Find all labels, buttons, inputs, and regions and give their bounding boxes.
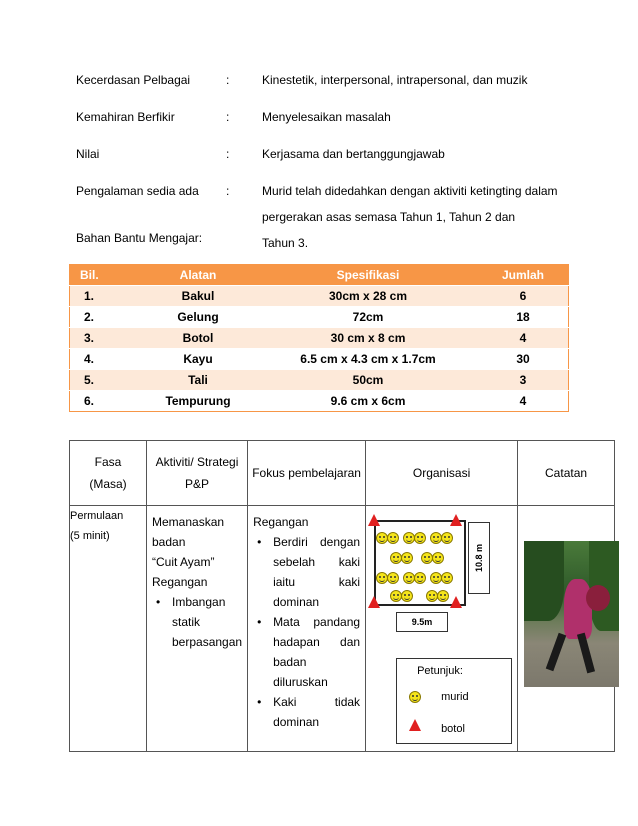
bullet-line: • Berdiri dengan bbox=[273, 535, 361, 549]
header-fasa bbox=[70, 441, 147, 506]
header-fasa-line: (Masa) bbox=[89, 477, 127, 491]
cell-spesifikasi: 30 cm x 8 cm bbox=[258, 328, 478, 349]
cell-alatan: Gelung bbox=[138, 307, 258, 328]
info-value-line: pergerakan asas semasa Tahun 1, Tahun 2 dan bbox=[262, 210, 516, 224]
legend-murid-label: murid bbox=[441, 691, 469, 703]
cell-organisasi bbox=[366, 506, 518, 752]
smiley-icon bbox=[387, 532, 399, 544]
items-table bbox=[69, 264, 569, 412]
header-organisasi: Organisasi bbox=[366, 441, 518, 506]
bullet-line: • Kaki tidak bbox=[273, 695, 361, 709]
height-label bbox=[468, 522, 490, 594]
bullet-line: hadapan dan bbox=[273, 635, 361, 649]
smiley-icon bbox=[401, 590, 413, 602]
info-key: Kemahiran Berfikir bbox=[76, 110, 175, 124]
bullet-line: berpasangan bbox=[172, 635, 243, 649]
plan-header-row bbox=[70, 441, 615, 506]
bullet-line: dominan bbox=[273, 715, 320, 729]
aktiviti-line: Regangan bbox=[152, 575, 208, 589]
info-row-kecerdasan bbox=[76, 70, 576, 91]
fasa-line: Permulaan bbox=[70, 510, 124, 522]
cell-jumlah: 6 bbox=[478, 286, 569, 307]
smiley-icon bbox=[441, 532, 453, 544]
width-label bbox=[396, 612, 448, 632]
smiley-icon bbox=[409, 691, 421, 703]
aktiviti-bullet bbox=[152, 592, 242, 652]
cell-bil: 2. bbox=[70, 307, 139, 328]
info-key: Kecerdasan Pelbagai bbox=[76, 73, 191, 87]
header-catatan: Catatan bbox=[518, 441, 615, 506]
cell-spesifikasi: 30cm x 28 cm bbox=[258, 286, 478, 307]
table-row bbox=[70, 391, 569, 412]
cell-jumlah: 4 bbox=[478, 391, 569, 412]
cell-bil: 5. bbox=[70, 370, 139, 391]
plan-row-permulaan bbox=[70, 506, 615, 752]
cell-spesifikasi: 50cm bbox=[258, 370, 478, 391]
fasa-line: (5 minit) bbox=[70, 530, 110, 542]
bullet-line: • Imbangan bbox=[172, 595, 226, 609]
cell-jumlah: 18 bbox=[478, 307, 569, 328]
items-table-header bbox=[70, 265, 569, 286]
info-value: Kerjasama dan bertanggungjawab bbox=[262, 147, 445, 161]
header-bil: Bil. bbox=[70, 265, 139, 286]
info-value: Kinestetik, interpersonal, intrapersonal, dan muzik bbox=[262, 73, 528, 87]
bullet-line: iaitu kaki bbox=[273, 575, 361, 589]
fokus-bullet-list bbox=[253, 532, 360, 732]
table-row bbox=[70, 349, 569, 370]
info-colon: : bbox=[226, 73, 230, 87]
header-fasa-line: Fasa bbox=[94, 455, 122, 469]
smiley-icon bbox=[432, 552, 444, 564]
info-row-nilai bbox=[76, 144, 576, 165]
legend-box bbox=[396, 658, 512, 744]
smiley-icon bbox=[401, 552, 413, 564]
cell-bil: 6. bbox=[70, 391, 139, 412]
aktiviti-line: badan bbox=[152, 535, 186, 549]
cell-bil: 1. bbox=[70, 286, 139, 307]
header-fokus: Fokus pembelajaran bbox=[248, 441, 366, 506]
table-row bbox=[70, 286, 569, 307]
info-colon: : bbox=[226, 147, 230, 161]
cell-aktiviti bbox=[147, 506, 248, 752]
info-colon: : bbox=[226, 110, 230, 124]
aktiviti-line: “Cuit Ayam” bbox=[152, 555, 215, 569]
header-alatan: Alatan bbox=[138, 265, 258, 286]
info-value: Menyelesaikan masalah bbox=[262, 110, 391, 124]
cell-spesifikasi: 9.6 cm x 6cm bbox=[258, 391, 478, 412]
organisation-diagram bbox=[366, 506, 506, 751]
cell-alatan: Botol bbox=[138, 328, 258, 349]
cell-fokus bbox=[248, 506, 366, 752]
smiley-icon bbox=[414, 572, 426, 584]
table-row bbox=[70, 328, 569, 349]
smiley-icon bbox=[441, 572, 453, 584]
smiley-icon bbox=[437, 590, 449, 602]
bullet-line: • Mata pandang bbox=[273, 615, 361, 629]
cell-alatan: Tempurung bbox=[138, 391, 258, 412]
cell-alatan: Kayu bbox=[138, 349, 258, 370]
fokus-bullet bbox=[253, 532, 360, 612]
table-row bbox=[70, 307, 569, 328]
bullet-line: dominan bbox=[273, 595, 320, 609]
info-value-line: Murid telah didedahkan dengan aktiviti ketingting dalam bbox=[262, 184, 558, 198]
info-key: Nilai bbox=[76, 147, 100, 161]
cell-jumlah: 30 bbox=[478, 349, 569, 370]
header-spesifikasi: Spesifikasi bbox=[258, 265, 478, 286]
info-key: Pengalaman sedia ada bbox=[76, 184, 199, 198]
info-value-line: Tahun 3. bbox=[262, 236, 309, 250]
info-row-kemahiran bbox=[76, 107, 576, 128]
lesson-plan-table bbox=[69, 440, 615, 752]
legend-botol-label: botol bbox=[441, 723, 465, 735]
legend-title: Petunjuk: bbox=[417, 665, 463, 677]
header-aktiviti-line: Aktiviti/ Strategi bbox=[155, 455, 239, 469]
cell-spesifikasi: 72cm bbox=[258, 307, 478, 328]
info-value bbox=[262, 181, 576, 254]
cell-alatan: Bakul bbox=[138, 286, 258, 307]
cell-alatan: Tali bbox=[138, 370, 258, 391]
cell-catatan bbox=[518, 506, 615, 752]
cell-bil: 4. bbox=[70, 349, 139, 370]
header-aktiviti bbox=[147, 441, 248, 506]
fokus-bullet bbox=[253, 692, 360, 732]
bullet-line: diluruskan bbox=[273, 675, 328, 689]
aktiviti-bullet-list bbox=[152, 592, 242, 652]
red-triangle-icon bbox=[368, 514, 380, 526]
red-triangle-icon bbox=[450, 514, 462, 526]
student-stretching-photo bbox=[524, 541, 619, 687]
height-label-text: 10.8 m bbox=[474, 543, 485, 573]
red-triangle-icon bbox=[450, 596, 462, 608]
width-label-text: 9.5m bbox=[411, 617, 433, 627]
header-jumlah: Jumlah bbox=[478, 265, 569, 286]
section-title-bbm: Bahan Bantu Mengajar: bbox=[76, 231, 203, 245]
bullet-line: sebelah kaki bbox=[273, 555, 361, 569]
fokus-title: Regangan bbox=[253, 515, 309, 529]
red-triangle-icon bbox=[368, 596, 380, 608]
header-aktiviti-line: P&P bbox=[185, 477, 210, 491]
cell-jumlah: 4 bbox=[478, 328, 569, 349]
table-row bbox=[70, 370, 569, 391]
red-triangle-icon bbox=[409, 719, 421, 731]
cell-spesifikasi: 6.5 cm x 4.3 cm x 1.7cm bbox=[258, 349, 478, 370]
aktiviti-line: Memanaskan bbox=[152, 515, 225, 529]
info-colon: : bbox=[226, 184, 230, 198]
fokus-bullet bbox=[253, 612, 360, 692]
bullet-line: statik bbox=[172, 615, 201, 629]
bullet-line: badan bbox=[273, 655, 307, 669]
cell-jumlah: 3 bbox=[478, 370, 569, 391]
smiley-icon bbox=[387, 572, 399, 584]
cell-bil: 3. bbox=[70, 328, 139, 349]
cell-fasa bbox=[70, 506, 147, 752]
smiley-icon bbox=[414, 532, 426, 544]
